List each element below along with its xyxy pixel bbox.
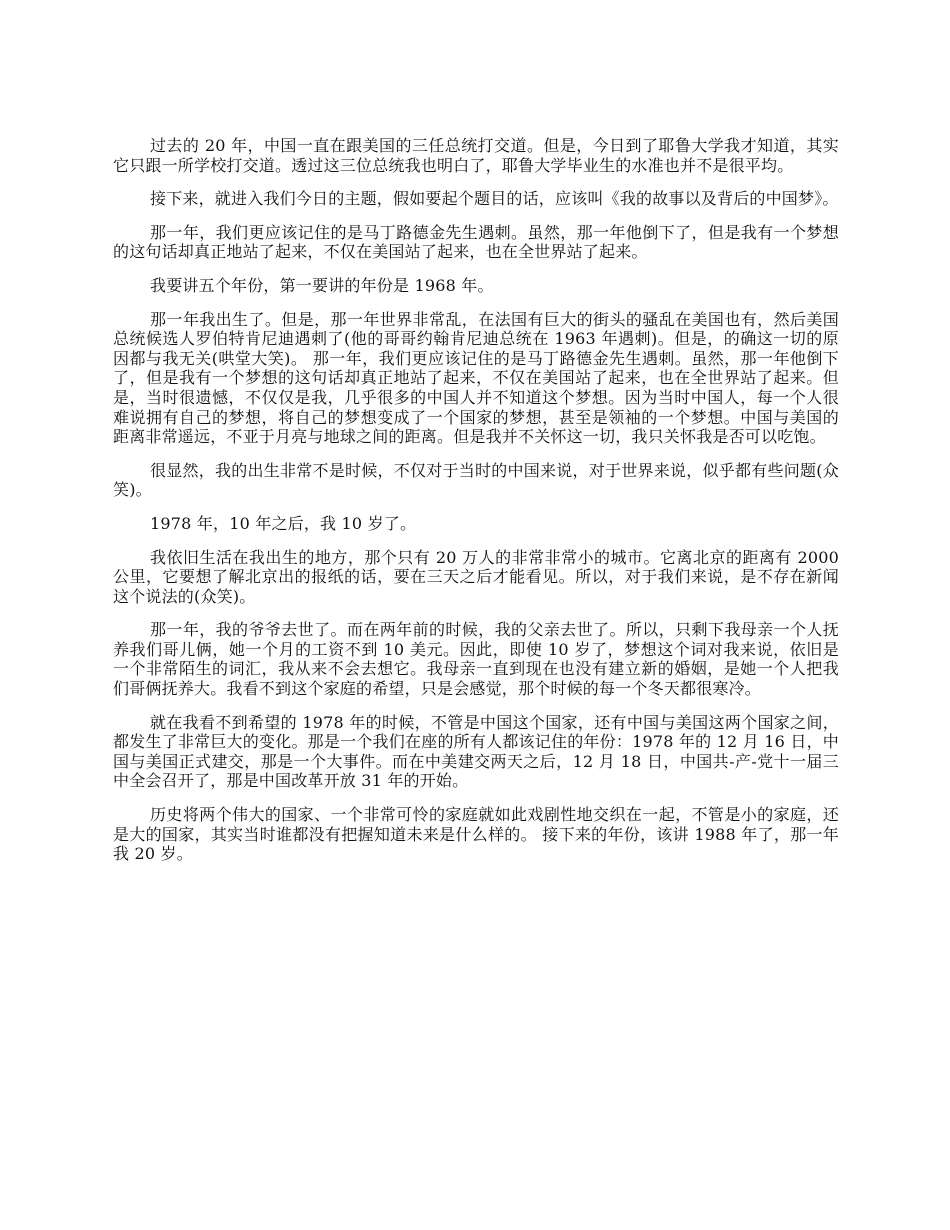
paragraph-3: 那一年，我们更应该记住的是马丁路德金先生遇刺。虽然，那一年他倒下了，但是我有一个梦想的这句话却真正地站了起来，不仅在美国站了起来，也在全世界站了起来。	[113, 222, 839, 262]
paragraph-11: 历史将两个伟大的国家、一个非常可怜的家庭就如此戏剧性地交织在一起，不管是小的家庭，还是大的国家，其实当时谁都没有把握知道未来是什么样的。 接下来的年份，该讲 1988 年了，那一年我 20 岁。	[113, 805, 839, 864]
paragraph-4: 我要讲五个年份，第一要讲的年份是 1968 年。	[150, 275, 494, 295]
document-page	[113, 136, 839, 878]
paragraph-2: 接下来，就进入我们今日的主题，假如要起个题目的话，应该叫《我的故事以及背后的中国梦》。	[150, 189, 839, 209]
paragraph-1: 过去的 20 年，中国一直在跟美国的三任总统打交道。但是，今日到了耶鲁大学我才知道，其实它只跟一所学校打交道。透过这三位总统我也明白了，耶鲁大学毕业生的水准也并不是很平均。	[113, 136, 839, 175]
paragraph-7: 1978 年，10 年之后，我 10 岁了。	[150, 513, 417, 533]
paragraph-10: 就在我看不到希望的 1978 年的时候，不管是中国这个国家，还有中国与美国这两个国家之间，都发生了非常巨大的变化。那是一个我们在座的所有人都该记住的年份：1978 年的 12 月 16 日，中国与美国正式建交，那是一个大事件。而在中美建交两天之后，12 月 18 日，中国共-产-党十一届三中全会召开了，那是中国改革开放 31 年的开始。	[113, 712, 839, 791]
paragraph-5: 那一年我出生了。但是，那一年世界非常乱，在法国有巨大的街头的骚乱在美国也有，然后美国总统候选人罗伯特肯尼迪遇刺了(他的哥哥约翰肯尼迪总统在 1963 年遇刺)。但是，的确这一切的原因都与我无关(哄堂大笑)。 那一年，我们更应该记住的是马丁路德金先生遇刺。虽然，那一年他倒下了，但是我有一个梦想的这句话却真正地站了起来，不仅在美国站了起来，也在全世界站了起来。但是，当时很遗憾，不仅仅是我，几乎很多的中国人并不知道这个梦想。因为当时中国人，每一个人很难说拥有自己的梦想，将自己的梦想变成了一个国家的梦想，甚至是领袖的一个梦想。中国与美国的距离非常遥远，不亚于月亮与地球之间的距离。但是我并不关怀这一切，我只关怀我是否可以吃饱。	[113, 309, 839, 447]
paragraph-6: 很显然，我的出生非常不是时候，不仅对于当时的中国来说，对于世界来说，似乎都有些问题(众笑)。	[113, 460, 839, 500]
paragraph-8: 我依旧生活在我出生的地方，那个只有 20 万人的非常非常小的城市。它离北京的距离有 2000 公里，它要想了解北京出的报纸的话，要在三天之后才能看见。所以，对于我们来说，是不存在新闻这个说法的(众笑)。	[113, 547, 839, 606]
paragraph-9: 那一年，我的爷爷去世了。而在两年前的时候，我的父亲去世了。所以，只剩下我母亲一个人抚养我们哥儿俩，她一个月的工资不到 10 美元。因此，即使 10 岁了，梦想这个词对我来说，依旧是一个非常陌生的词汇，我从来不会去想它。我母亲一直到现在也没有建立新的婚姻，是她一个人把我们哥俩抚养大。我看不到这个家庭的希望，只是会感觉，那个时候的每一个冬天都很寒冷。	[113, 620, 839, 699]
